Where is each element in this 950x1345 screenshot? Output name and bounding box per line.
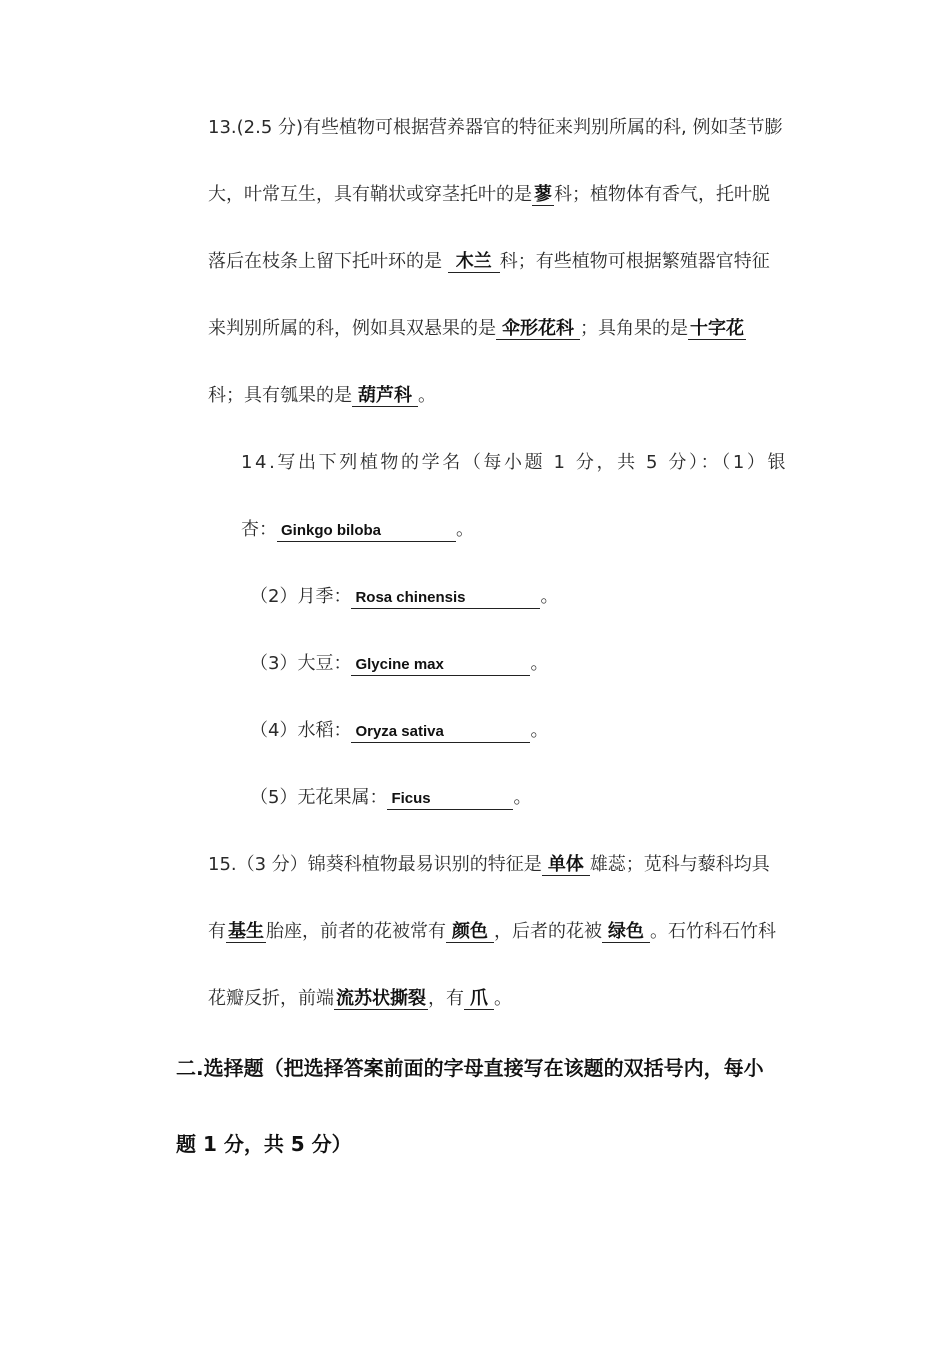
q13-line-1 (208, 116, 782, 140)
q14-item-answer: Rosa chinensis (351, 588, 540, 609)
q15-line-3 (208, 987, 512, 1011)
q15-text-3a: 花瓣反折，前端 (208, 988, 334, 1009)
q15-answer-3: 颜色 (446, 921, 494, 943)
q14-item-label: （4）水稻： (250, 720, 352, 741)
q15-text-2d: 。石竹科石竹科 (650, 921, 776, 942)
q14-item-end: 。 (456, 519, 474, 540)
q14-line-1 (241, 451, 788, 475)
q14-item-label: 杏： (241, 519, 277, 540)
q15-line-2 (208, 920, 776, 944)
q13-text-5b: 。 (418, 385, 436, 406)
q13-answer-4: 十字花 (690, 318, 744, 339)
q14-item-end: 。 (530, 720, 549, 741)
q15-answer-2: 基生 (228, 921, 264, 942)
q13-text-2a: 大，叶常互生，具有鞘状或穿茎托叶的是 (208, 184, 532, 205)
q13-text-3b: 科；有些植物可根据繁殖器官特征 (499, 251, 770, 272)
q15-line-1 (208, 853, 770, 877)
q15-text-3b: ，有 (428, 988, 464, 1009)
q14-item-answer: Ficus (387, 789, 513, 810)
q13-line-3 (208, 250, 770, 274)
q13-text-3a: 落后在枝条上留下托叶环的是 (208, 251, 442, 272)
q13-text-2b: 科；植物体有香气，托叶脱 (554, 184, 770, 205)
q13-text-4b: ；具角果的是 (580, 318, 688, 339)
q14-item-label: （3）大豆： (250, 653, 352, 674)
section-2-heading-text-2: 题 1 分，共 5 分） (176, 1132, 352, 1156)
section-2-heading-line-2 (176, 1130, 352, 1158)
section-2-heading-line-1 (176, 1054, 764, 1082)
q14-text-1: 14.写出下列植物的学名（每小题 1 分，共 5 分）：（1）银 (241, 452, 789, 473)
q14-item-answer: Ginkgo biloba (277, 521, 456, 542)
q15-answer-1: 单体 (542, 854, 590, 876)
q13-answer-3: 伞形花科 (496, 318, 580, 340)
q14-item-2 (250, 585, 558, 609)
q13-text-4a: 来判别所属的科，例如具双悬果的是 (208, 318, 496, 339)
section-2-heading-text-1: 二.选择题（把选择答案前面的字母直接写在该题的双括号内，每小 (176, 1056, 764, 1080)
q13-answer-2: 木兰 (448, 251, 500, 273)
q14-item-4 (250, 719, 548, 743)
q13-line-4 (208, 317, 746, 341)
q14-item-label: （5）无花果属： (250, 787, 388, 808)
q13-line-5 (208, 384, 436, 408)
q14-item-3 (250, 652, 548, 676)
q14-item-end: 。 (513, 787, 532, 808)
q15-text-2b: 胎座，前者的花被常有 (266, 921, 446, 942)
q14-item-end: 。 (540, 586, 559, 607)
q15-text-2a: 有 (208, 921, 226, 942)
q14-item-answer: Oryza sativa (351, 722, 530, 743)
q15-text-1b: 雄蕊；苋科与藜科均具 (589, 854, 770, 875)
q15-text-3c: 。 (494, 988, 512, 1009)
q13-text-5a: 科；具有瓠果的是 (208, 385, 352, 406)
q15-answer-6: 爪 (464, 988, 494, 1010)
q13-answer-1: 蓼 (534, 184, 552, 205)
q15-text-2c: ，后者的花被 (494, 921, 602, 942)
q13-text-1: 13.(2.5 分)有些植物可根据营养器官的特征来判别所属的科, 例如茎节膨 (208, 117, 783, 138)
q15-answer-5: 流苏状撕裂 (336, 988, 426, 1009)
q13-line-2 (208, 183, 770, 207)
q14-item-end: 。 (530, 653, 549, 674)
q14-item-label: （2）月季： (250, 586, 352, 607)
q13-answer-5: 葫芦科 (352, 385, 418, 407)
q15-text-1a: 15.（3 分）锦葵科植物最易识别的特征是 (208, 854, 542, 875)
q14-item-answer: Glycine max (351, 655, 530, 676)
q14-item-1 (241, 518, 474, 542)
q15-answer-4: 绿色 (602, 921, 650, 943)
q14-item-5 (250, 786, 531, 810)
